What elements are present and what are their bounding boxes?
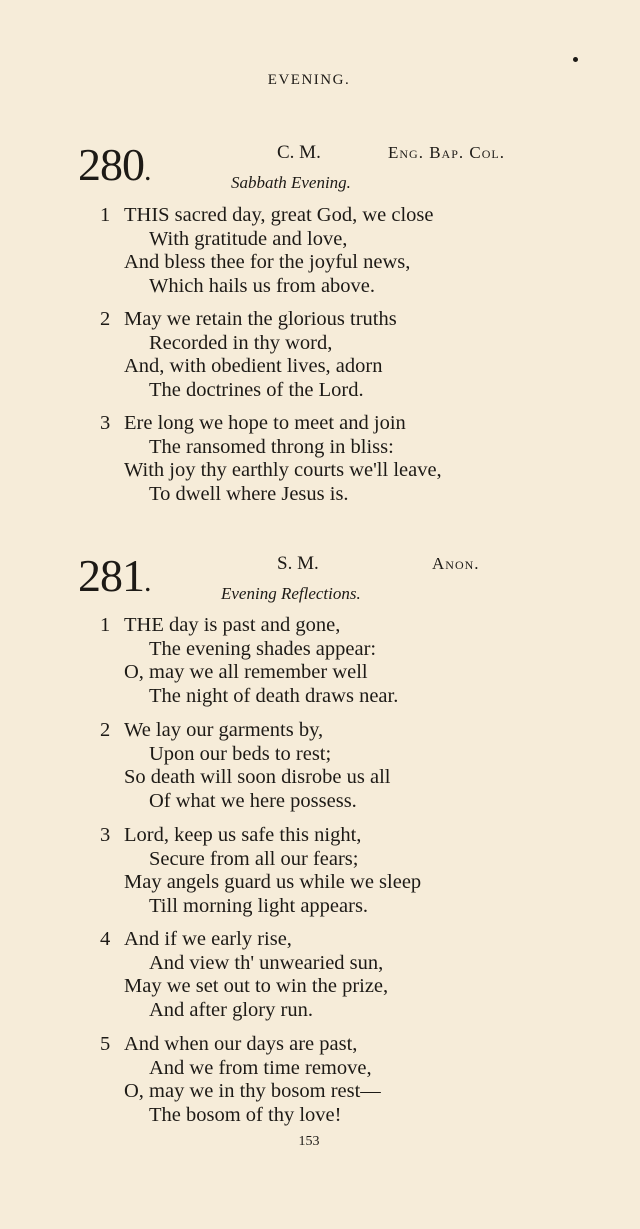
hymn-subtitle: Sabbath Evening. [231, 173, 351, 192]
verse-line: With joy thy earthly courts we'll leave, [124, 459, 442, 481]
verse-number: 4 [100, 928, 111, 950]
hymn-number-text: 280 [78, 139, 144, 190]
verse [100, 204, 540, 298]
verse-line: And bless thee for the joyful news, [124, 251, 411, 273]
verse [100, 1033, 540, 1127]
page-number: 153 [298, 1134, 320, 1149]
verse-line: The doctrines of the Lord. [149, 378, 364, 401]
hymn-author: Anon. [432, 554, 480, 573]
verse-line: To dwell where Jesus is. [149, 482, 349, 505]
verse [100, 719, 540, 813]
verse [100, 308, 540, 402]
verse-line: And after glory run. [149, 998, 313, 1021]
running-head: EVENING. [267, 72, 351, 88]
verse-line-text: May we retain the glorious truths [124, 308, 397, 330]
hymn-author: Eng. Bap. Col. [388, 143, 505, 162]
verse-line [100, 824, 540, 848]
verse-line [100, 614, 540, 638]
verse [100, 614, 540, 708]
verse-line: So death will soon disrobe us all [124, 766, 391, 788]
verse-line: With gratitude and love, [149, 227, 348, 250]
verse-line [100, 412, 540, 436]
verse-line [100, 204, 540, 228]
verse-line: Till morning light appears. [149, 894, 369, 917]
verse-number: 1 [100, 204, 111, 226]
verse-line: May we set out to win the prize, [124, 975, 389, 997]
verse-number: 2 [100, 308, 111, 330]
verse-line: Which hails us from above. [149, 274, 376, 297]
verse-line-text: We lay our garments by, [124, 719, 324, 741]
verse-line-text: And when our days are past, [124, 1033, 358, 1055]
verse-line-text: Ere long we hope to meet and join [124, 412, 406, 434]
verse-line: The bosom of thy love! [149, 1103, 342, 1126]
verse-line: The night of death draws near. [149, 684, 399, 707]
verse-number: 2 [100, 719, 111, 741]
hymn-number: 280. [78, 139, 151, 190]
verse [100, 928, 540, 1022]
verse-number: 1 [100, 614, 111, 636]
hymn-meter: S. M. [277, 553, 319, 574]
verse-line: O, may we in thy bosom rest— [124, 1080, 381, 1102]
verse-number: 5 [100, 1033, 111, 1055]
hymn-number: 281. [78, 550, 151, 601]
verse-line: Upon our beds to rest; [149, 742, 332, 765]
verse-line: The ransomed throng in bliss: [149, 435, 394, 458]
verse-line-text: THIS sacred day, great God, we close [124, 204, 434, 226]
verse-line: And we from time remove, [149, 1056, 372, 1079]
verse-line: And, with obedient lives, adorn [124, 355, 383, 377]
verse-line: Recorded in thy word, [149, 331, 333, 354]
verse [100, 824, 540, 918]
verse-line-text: THE day is past and gone, [124, 614, 341, 636]
hymn-number-text: 281 [78, 550, 144, 601]
verse-number: 3 [100, 412, 111, 434]
verse-line [100, 928, 540, 952]
verse-line: The evening shades appear: [149, 637, 377, 660]
hymn-subtitle: Evening Reflections. [221, 584, 361, 603]
verse-line: May angels guard us while we sleep [124, 871, 422, 893]
verse-line: O, may we all remember well [124, 661, 368, 683]
verse-line-text: And if we early rise, [124, 928, 292, 950]
verse-line: Of what we here possess. [149, 789, 357, 812]
verse-line: Secure from all our fears; [149, 847, 359, 870]
verse-line [100, 1033, 540, 1057]
verse-line [100, 719, 540, 743]
hymn-meter: C. M. [277, 142, 321, 163]
verse [100, 412, 540, 506]
verse-number: 3 [100, 824, 111, 846]
verse-line-text: Lord, keep us safe this night, [124, 824, 362, 846]
verse-line [100, 308, 540, 332]
ink-speck [573, 57, 578, 62]
verse-line: And view th' unwearied sun, [149, 951, 384, 974]
